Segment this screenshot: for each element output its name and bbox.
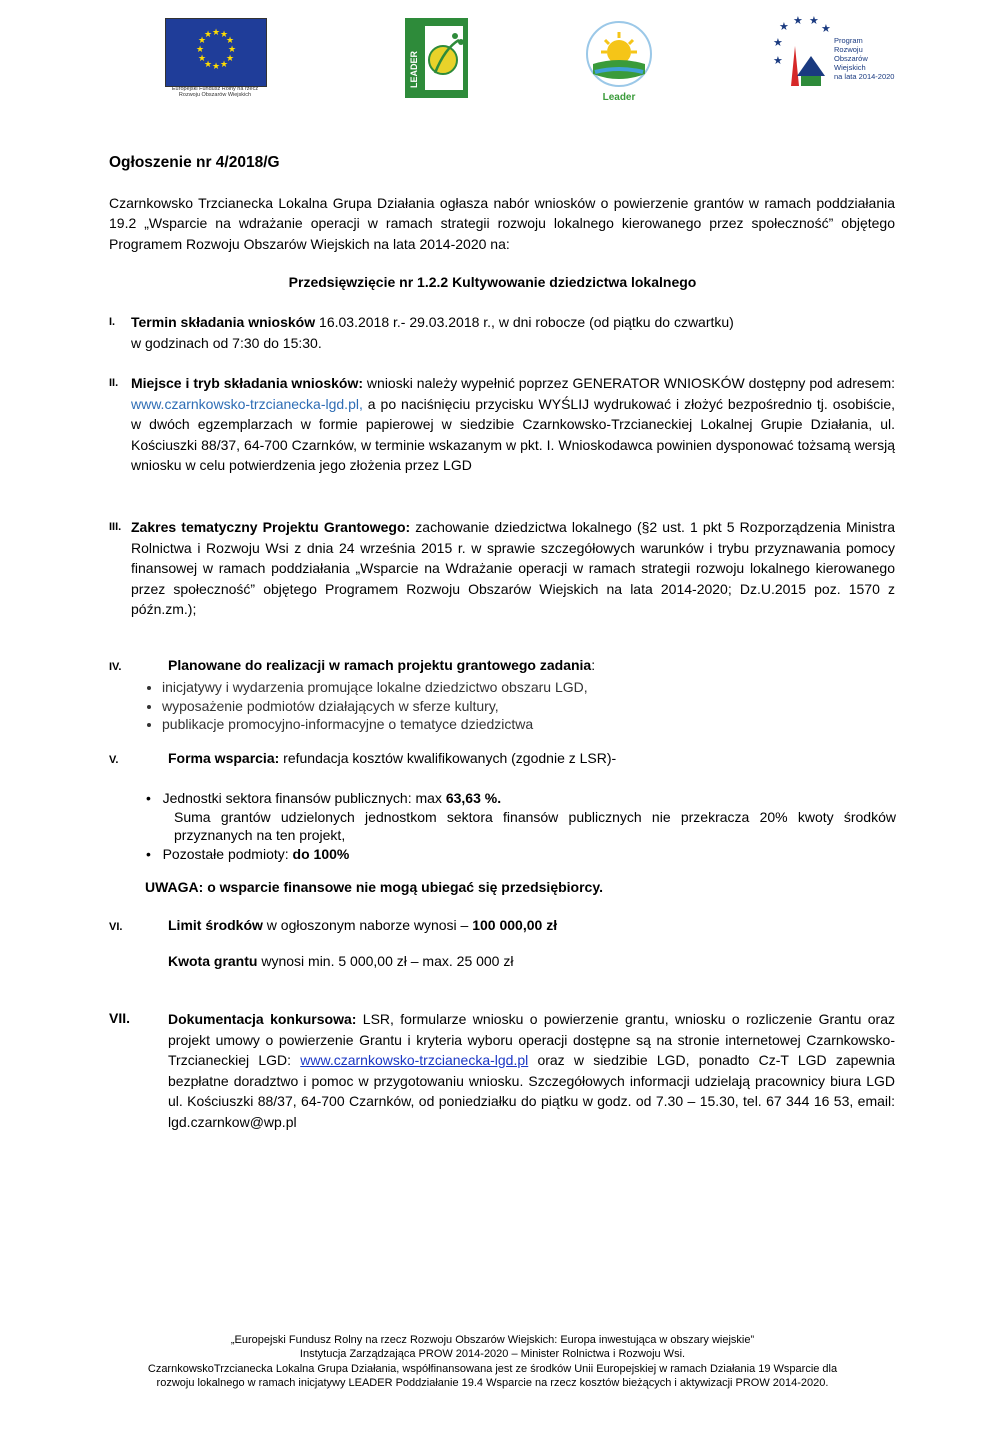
prow-caption: Program Rozwoju Obszarów Wiejskich na lata 2014-2020 [834,36,895,81]
svg-text:★: ★ [773,54,783,67]
svg-text:★: ★ [211,62,221,72]
section-4-number: IV. [109,661,122,673]
section-5-bullets [146,789,896,863]
svg-text:★: ★ [773,36,783,49]
section-1-text2: w godzinach od 7:30 do 15:30. [131,334,322,351]
section-6-grant: Kwota grantu wynosi min. 5 000,00 zł – max. 25 000 zł [168,953,514,969]
section-5-number: V. [109,754,119,766]
svg-text:★: ★ [227,45,237,55]
section-1-number: I. [109,316,116,328]
project-subtitle: Przedsięwzięcie nr 1.2.2 Kultywowanie dziedzictwa lokalnego [288,274,697,290]
svg-text:★: ★ [197,36,207,46]
section-2-text-b: a po naciśnięciu przycisku WYŚLIJ wydrukować i złożyć bezpośrednio tj. osobiście, w dwóch egzemplarzach w formie papierowej w siedzibie Czarnkowsko-Trzcianeckiej Lokalnej Grupie Działania, ul. Kościuszki 88/37, 64-700 Czarnków, w terminie wskazanym w pkt. I. Wnioskodawca powinien dysponować tożsamą wersją wniosku w celu potwierdzenia jego złożenia przez LGD [131,395,895,473]
section-3-number: III. [109,521,122,533]
section-2-number: II. [109,377,119,389]
section-3-text: zachowanie dziedzictwa lokalnego (§2 ust. 1 pkt 5 Rozporządzenia Ministra Rolnictwa i Rozwoju Wsi z dnia 24 września 2015 r. w sprawie szczegółowych warunków i trybu przyznawania pomocy finansowej w ramach poddziałania „Wsparcie na Wdrażanie operacji w ramach strategii rozwoju lokalnego kierowanego przez społeczność” objętego Programem Rozwoju Obszarów Wiejskich na lata 2014-2020; Dz.U.2015 poz. 1570 z późn.zm.); [131,519,895,617]
intro-paragraph: Czarnkowsko Trzcianecka Lokalna Grupa Działania ogłasza nabór wniosków o powierzenie grantów w ramach poddziałania 19.2 „Wsparcie na wdrażanie operacji w ramach strategii rozwoju lokalnego kierowanego przez społeczność” objętego Programem Rozwoju Obszarów Wiejskich na lata 2014-2020 na: [109,195,895,252]
eu-flag-logo [165,18,267,87]
section-5-text: refundacja kosztów kwalifikowanych (zgodnie z LSR)- [279,750,617,766]
list-item: • wyposażenie podmiotów działających w sferze kultury, [162,697,588,716]
svg-text:★: ★ [211,28,221,38]
bullet-item-2: • Pozostałe podmioty: do 100% [146,845,350,862]
svg-text:★: ★ [197,54,207,64]
section-6-number: VI. [109,921,123,933]
section-5-heading [168,750,616,766]
section-5-label: Forma wsparcia: [168,750,280,766]
footer: „Europejski Fundusz Rolny na rzecz Rozwoju Obszarów Wiejskich: Europa inwestująca w obszary wiejskie” Instytucja Zarządzająca PROW 2014-2020 – Minister Rolnictwa i Rozwoju Wsi. CzarnkowskoTrzcianecka Lokalna Grupa Działania, współfinansowana jest ze środków Unii Europejskiej w ramach Działania 19 Wsparcie dla rozwoju lokalnego w ramach inicjatywy LEADER Poddziałanie 19.4 Wsparcie na rzecz kosztów bieżących i aktywizacji PROW 2014-2020. [147,1334,838,1389]
section-1-text: 16.03.2018 r.- 29.03.2018 r., w dni robocze (od piątku do czwartku) [315,314,734,330]
svg-text:★: ★ [219,30,229,40]
svg-text:★: ★ [203,60,213,70]
generator-link[interactable]: www.czarnkowsko-trzcianecka-lgd.pl, [131,395,363,412]
section-3-label: Zakres tematyczny Projektu Grantowego: [131,519,411,535]
section-7: Dokumentacja konkursowa: LSR, formularze wniosku o powierzenie grantu, wniosku o rozliczenie Grantu oraz projekt umowy o powierzenie Grantu i kryteria wyboru operacji dostępne są na stronie internetowej Czarnkowsko-Trzcianeckiej LGD: www.czarnkowsko-trzcianecka-lgd.pl oraz w siedzibie LGD, ponadto Cz-T LGD zapewnia bezpłatne doradztwo i pomoc w przygotowaniu wniosku. Szczegółowych informacji udzielają pracownicy biura LGD ul. Kościuszki 88/37, 64-700 Czarnków, od poniedziałku do piątku w godz. od 7.30 – 15.30, tel. 67 344 16 53, email: lgd.czarnkow@wp.pl [168,1011,896,1130]
section-1 [131,312,895,353]
svg-text:★: ★ [793,16,803,27]
section-7-label: Dokumentacja konkursowa: [168,1011,357,1027]
section-3 [131,517,895,620]
svg-text:★: ★ [779,20,789,33]
svg-text:★: ★ [203,30,213,40]
section-6-limit: Limit środków w ogłoszonym naborze wynosi – 100 000,00 zł [168,917,558,933]
svg-text:★: ★ [809,16,819,27]
bullet-note: Suma grantów udzielonych jednostkom sektora finansów publicznych nie przekracza 20% kwoty środków przyznanych na ten projekt, [174,808,896,843]
eu-caption: Europejski Fundusz Rolny na rzecz Rozwoju Obszarów Wiejskich [171,86,259,98]
svg-text:★: ★ [195,45,205,55]
section-4-label: Planowane do realizacji w ramach projektu grantowego zadania [168,657,592,673]
bullet-item-1: • Jednostki sektora finansów publicznych: max 63,63 %. [146,790,502,806]
list-item: • publikacje promocyjno-informacyjne o tematyce dziedzictwa [162,715,588,734]
announcement-title: Ogłoszenie nr 4/2018/G [109,154,280,171]
section-2-text-a: wnioski należy wypełnić poprzez GENERATOR WNIOSKÓW dostępny pod adresem: [363,375,895,391]
section-4-list [130,678,588,734]
section-2-label: Miejsce i tryb składania wniosków: [131,375,363,391]
leader-logo [405,18,468,98]
lgd-logo [583,14,655,104]
svg-text:★: ★ [219,60,229,70]
lgd-text: Leader [602,92,636,103]
svg-text:★: ★ [225,54,235,64]
list-item: • inicjatywy i wydarzenia promujące lokalne dziedzictwo obszaru LGD, [162,678,588,697]
section-4-heading: Planowane do realizacji w ramach projektu grantowego zadania: [168,657,596,673]
section-7-number: VII. [109,1010,131,1026]
svg-text:★: ★ [821,22,831,35]
section-2 [131,373,895,476]
leader-text: LEADER [409,50,419,88]
section-1-label: Termin składania wniosków [131,314,316,330]
warning-text: UWAGA: o wsparcie finansowe nie mogą ubiegać się przedsiębiorcy. [145,879,603,895]
svg-text:★: ★ [225,36,235,46]
documentation-link[interactable]: www.czarnkowsko-trzcianecka-lgd.pl [300,1052,529,1068]
